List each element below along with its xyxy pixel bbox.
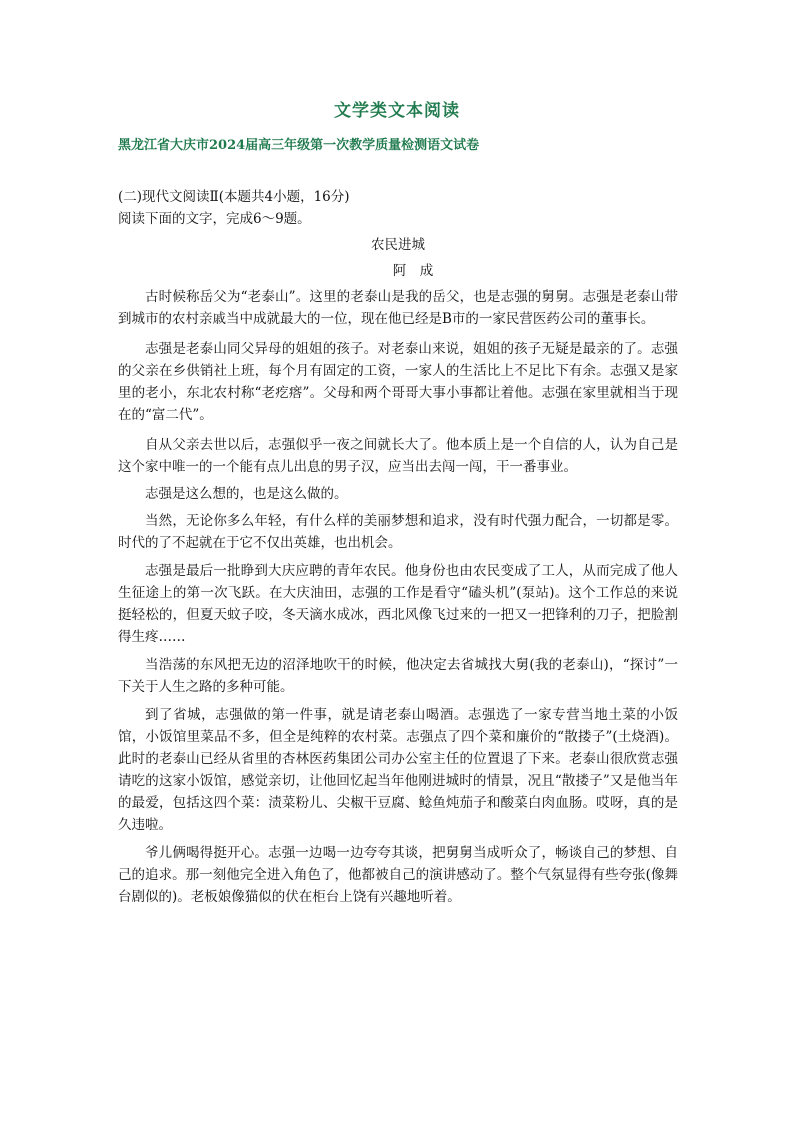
article-paragraph: 自从父亲去世以后，志强似乎一夜之间就长大了。他本质上是一个自信的人，认为自己是这个家中唯一的一个能有点儿出息的男子汉，应当出去闯一闯，干一番事业。: [118, 437, 678, 475]
article-author: 阿 成: [392, 263, 434, 279]
exam-subtitle: 黑龙江省大庆市2024届高三年级第一次教学质量检测语文试卷: [118, 138, 480, 153]
article-paragraph: 到了省城，志强做的第一件事，就是请老泰山喝酒。志强选了一家专营当地土菜的小饭馆，小饭馆里菜品不多，但全是纯粹的农村菜。志强点了四个菜和廉价的“散搂子”(土烧酒)。此时的老泰山已经从省里的杏林医药集团公司办公室主任的位置退了下来。老泰山很欣赏志强请吃的这家小饭馆，感觉亲切，让他回忆起当年他刚进城时的情景，况且“散搂子”又是他当年的最爱，包括这四个菜：渍菜粉儿、尖椒干豆腐、鲶鱼炖茄子和酸菜白肉血肠。哎呀，真的是久违啦。: [118, 707, 678, 833]
section-heading: (二)现代文阅读Ⅱ(本题共4小题，16分): [118, 189, 350, 205]
article-paragraph: 古时候称岳父为“老泰山”。这里的老泰山是我的岳父，也是志强的舅舅。志强是老泰山带到城市的农村亲戚当中成就最大的一位，现在他已经是B市的一家民营医药公司的董事长。: [118, 289, 678, 327]
document-body: [118, 186, 678, 908]
article-paragraph: 当浩荡的东风把无边的沼泽地吹干的时候，他决定去省城找大舅(我的老泰山)，“探讨”一下关于人生之路的多种可能。: [118, 657, 678, 695]
article-paragraph: 爷儿俩喝得挺开心。志强一边喝一边夸夸其谈，把舅舅当成听众了，畅谈自己的梦想、自己的追求。那一刻他完全进入角色了，他都被自己的演讲感动了。整个气氛显得有些夸张(像舞台剧似的)。老板娘像猫似的伏在柜台上饶有兴趣地听着。: [118, 845, 678, 905]
article-title: 农民进城: [371, 237, 425, 253]
document-title: 文学类文本阅读: [334, 101, 460, 121]
article-paragraph: 志强是最后一批睁到大庆应聘的青年农民。他身份也由农民变成了工人，从而完成了他人生征途上的第一次飞跃。在大庆油田，志强的工作是看守“磕头机”(泵站)。这个工作总的来说挺轻松的，但夏天蚊子咬，冬天滴水成冰，西北风像飞过来的一把又一把锋利的刀子，把脸割得生疼……: [118, 563, 678, 645]
article-paragraph: 当然，无论你多么年轻，有什么样的美丽梦想和追求，没有时代强力配合，一切都是零。时代的了不起就在于它不仅出英雄，也出机会。: [118, 513, 678, 551]
article-paragraph: 志强是这么想的，也是这么做的。: [145, 486, 348, 502]
article-paragraph: 志强是老泰山同父异母的姐姐的孩子。对老泰山来说，姐姐的孩子无疑是最亲的了。志强的父亲在乡供销社上班，每个月有固定的工资，一家人的生活比上不足比下有余。志强又是家里的老小，东北农村称“老疙瘩”。父母和两个哥哥大事小事都让着他。志强在家里就相当于现在的“富二代”。: [118, 341, 678, 423]
reading-instruction: 阅读下面的文字，完成6～9题。: [118, 211, 311, 227]
